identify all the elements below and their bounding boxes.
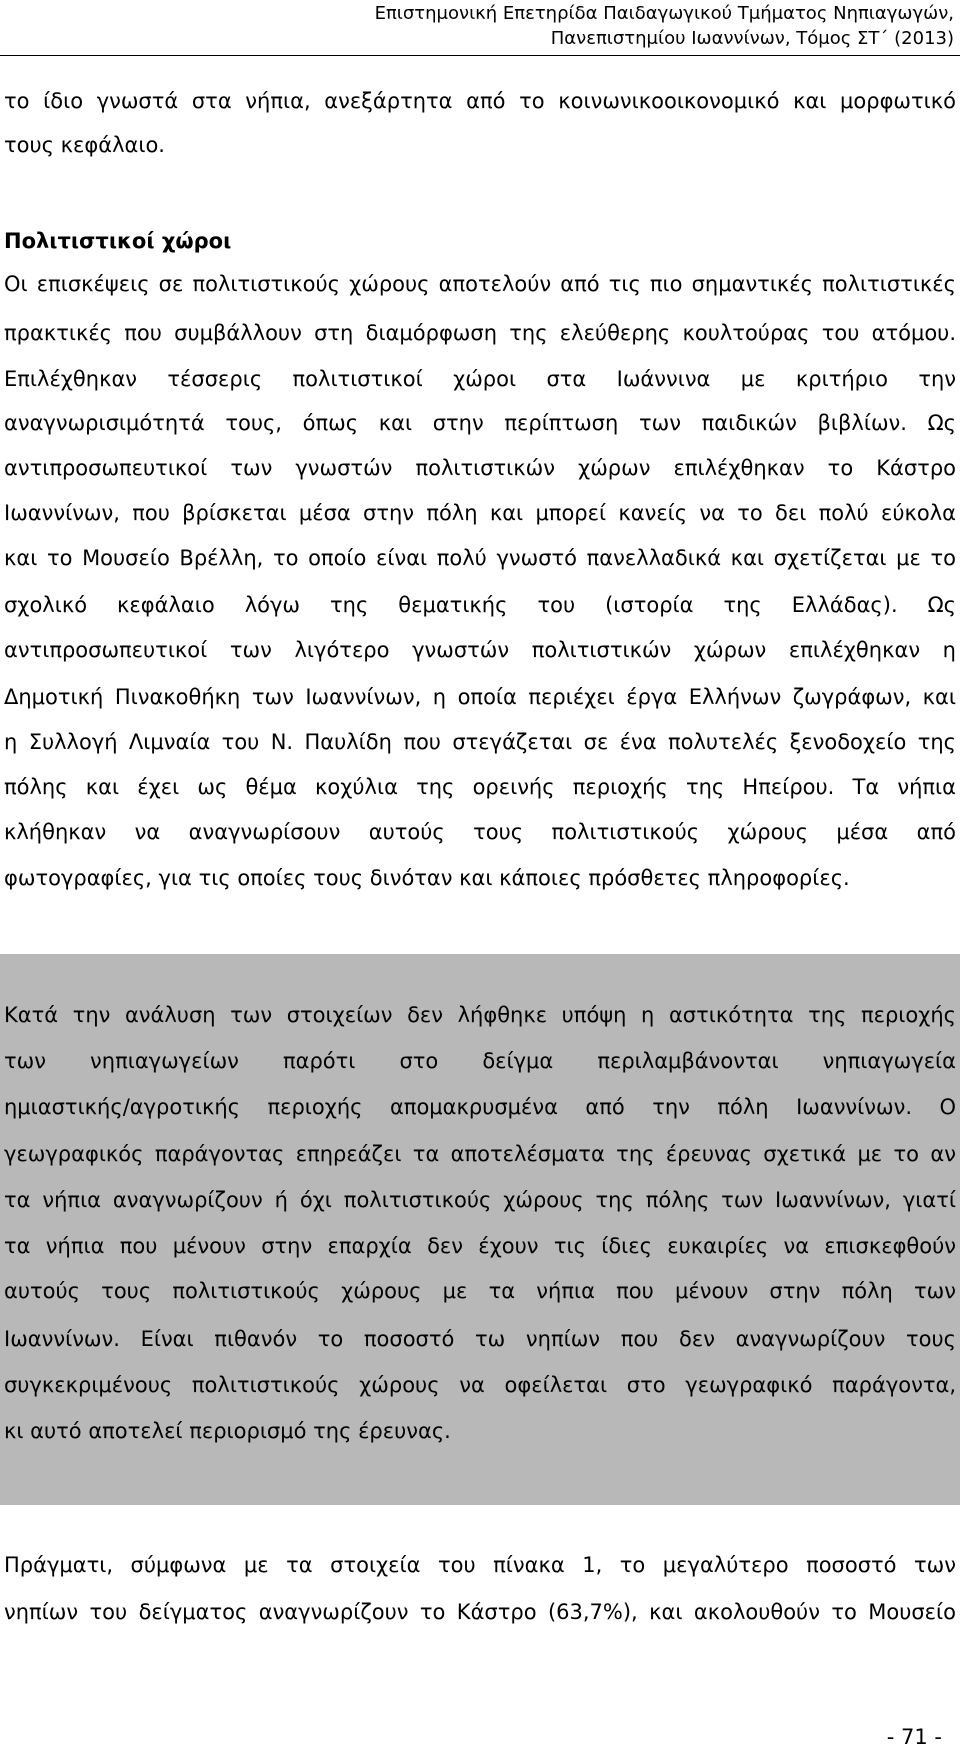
journal-volume: Πανεπιστημίου Ιωαννίνων, Τόμος ΣΤ΄ (2013)	[550, 28, 954, 49]
paragraph-line: πρακτικές που συμβάλλουν στη διαμόρφωση της ελεύθερης κουλτούρας του ατόμου.	[4, 321, 956, 345]
section-heading: Πολιτιστικοί χώροι	[4, 229, 232, 253]
note-line: Ιωαννίνων. Είναι πιθανόν το ποσοστό τω νηπίων που δεν αναγνωρίζουν τους	[4, 1327, 956, 1351]
paragraph-line: φωτογραφίες, για τις οποίες τους δινόταν και κάποιες πρόσθετες πληροφορίες.	[4, 866, 850, 890]
paragraph-line: Επιλέχθηκαν τέσσερις πολιτιστικοί χώροι στα Ιωάννινα με κριτήριο την	[4, 367, 956, 391]
paragraph-line: Ιωαννίνων, που βρίσκεται μέσα στην πόλη και μπορεί κανείς να το δει πολύ εύκολα	[4, 501, 956, 525]
paragraph-line: Δημοτική Πινακοθήκη των Ιωαννίνων, η οποία περιέχει έργα Ελλήνων ζωγράφων, και	[4, 685, 956, 709]
note-line: συγκεκριμένους πολιτιστικούς χώρους να οφείλεται στο γεωγραφικό παράγοντα,	[4, 1373, 956, 1397]
note-line: κι αυτό αποτελεί περιορισμό της έρευνας.	[4, 1419, 451, 1443]
paragraph-line: Πράγματι, σύμφωνα με τα στοιχεία του πίνακα 1, το μεγαλύτερο ποσοστό των	[4, 1553, 956, 1577]
note-line: ημιαστικής/αγροτικής περιοχής απομακρυσμένα από την πόλη Ιωαννίνων. Ο	[4, 1095, 956, 1119]
paragraph-line: κλήθηκαν να αναγνωρίσουν αυτούς τους πολιτιστικούς χώρους μέσα από	[4, 820, 956, 844]
page-number: - 71 -	[886, 1725, 942, 1749]
paragraph-line: αντιπροσωπευτικοί των λιγότερο γνωστών πολιτιστικών χώρων επιλέχθηκαν η	[4, 638, 956, 662]
note-line: αυτούς τους πολιτιστικούς χώρους με τα νήπια που μένουν στην πόλη των	[4, 1279, 956, 1303]
paragraph-line: και το Μουσείο Βρέλλη, το οποίο είναι πολύ γνωστό πανελλαδικά και σχετίζεται με το	[4, 546, 956, 570]
note-line: γεωγραφικός παράγοντας επηρεάζει τα αποτελέσματα της έρευνας σχετικά με το αν	[4, 1142, 956, 1166]
note-line: τα νήπια αναγνωρίζουν ή όχι πολιτιστικούς χώρους της πόλης των Ιωαννίνων, γιατί	[4, 1188, 956, 1212]
note-line: των νηπιαγωγείων παρότι στο δείγμα περιλαμβάνονται νηπιαγωγεία	[4, 1049, 956, 1073]
paragraph-line: σχολικό κεφάλαιο λόγω της θεματικής του (ιστορία της Ελλάδας). Ως	[4, 593, 956, 617]
paragraph-line: Οι επισκέψεις σε πολιτιστικούς χώρους αποτελούν από τις πιο σημαντικές πολιτιστικές	[4, 272, 956, 296]
paragraph-line: η Συλλογή Λιμναία του Ν. Παυλίδη που στεγάζεται σε ένα πολυτελές ξενοδοχείο της	[4, 730, 956, 754]
paragraph-line: αναγνωρισιμότητά τους, όπως και στην περίπτωση των παιδικών βιβλίων. Ως	[4, 411, 956, 435]
running-header	[0, 0, 960, 56]
paragraph-line: τους κεφάλαιο.	[4, 133, 165, 157]
journal-title: Επιστημονική Επετηρίδα Παιδαγωγικού Τμήματος Νηπιαγωγών,	[374, 3, 954, 24]
paragraph-line: νηπίων του δείγματος αναγνωρίζουν το Κάστρο (63,7%), και ακολουθούν το Μουσείο	[4, 1600, 956, 1624]
paragraph-line: το ίδιο γνωστά στα νήπια, ανεξάρτητα από το κοινωνικοοικονομικό και μορφωτικό	[4, 89, 956, 113]
paragraph-line: αντιπροσωπευτικοί των γνωστών πολιτιστικών χώρων επιλέχθηκαν το Κάστρο	[4, 456, 956, 480]
note-line: Κατά την ανάλυση των στοιχείων δεν λήφθηκε υπόψη η αστικότητα της περιοχής	[4, 1003, 956, 1027]
paragraph-line: πόλης και έχει ως θέμα κοχύλια της ορεινής περιοχής της Ηπείρου. Τα νήπια	[4, 775, 956, 799]
note-line: τα νήπια που μένουν στην επαρχία δεν έχουν τις ίδιες ευκαιρίες να επισκεφθούν	[4, 1234, 956, 1258]
